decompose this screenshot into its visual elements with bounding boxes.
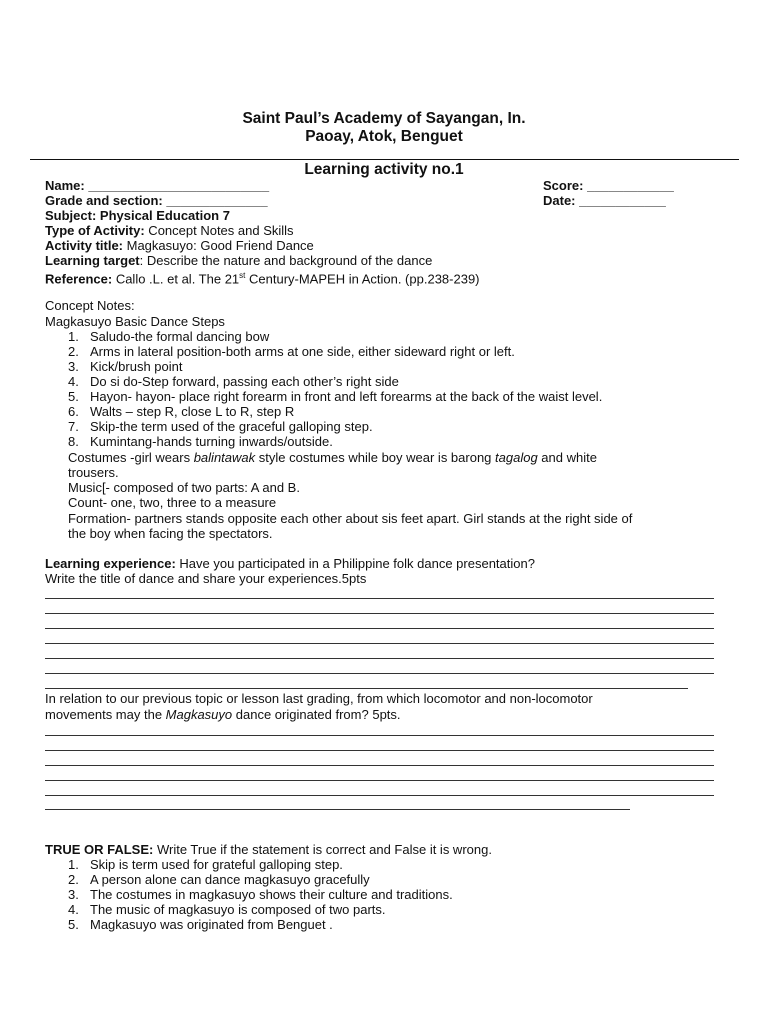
reference-line (45, 268, 480, 286)
formation-line-2: the boy when facing the spectators. (68, 526, 273, 541)
answer-line[interactable] (45, 809, 630, 810)
answer-line[interactable] (45, 673, 714, 674)
grade-field (45, 193, 268, 208)
list-item: 3. Kick/brush point (68, 359, 183, 374)
experience-instruction: Write the title of dance and share your experiences.5pts (45, 571, 367, 586)
true-false-label: TRUE OR FALSE: (45, 842, 154, 857)
activity-title: Learning activity no.1 (304, 161, 464, 178)
header-rule (30, 159, 739, 160)
music-line: Music[- composed of two parts: A and B. (68, 480, 300, 495)
target-label: Learning target (45, 253, 140, 268)
costumes-line-2: trousers. (68, 465, 119, 480)
date-blank: ____________ (579, 193, 666, 208)
name-field (45, 178, 269, 193)
subject-line (45, 208, 230, 223)
experience-question (45, 556, 535, 571)
answer-line[interactable] (45, 613, 714, 614)
concept-subheading: Magkasuyo Basic Dance Steps (45, 314, 225, 329)
reference-value-b: Century-MAPEH in Action. (pp.238-239) (245, 271, 480, 287)
target-line (45, 253, 432, 268)
grade-blank: ______________ (166, 193, 268, 208)
true-false-instruction: Write True if the statement is correct and False it is wrong. (153, 842, 492, 857)
answer-line[interactable] (45, 750, 714, 751)
reference-sup: st (239, 271, 246, 280)
answer-line[interactable] (45, 735, 714, 736)
concept-heading: Concept Notes: (45, 298, 135, 313)
target-value: : Describe the nature and background of the dance (139, 253, 433, 268)
answer-line[interactable] (45, 688, 688, 689)
title-label: Activity title: (45, 238, 124, 253)
grade-label: Grade and section: (45, 193, 163, 208)
answer-line[interactable] (45, 643, 714, 644)
costumes-line: Costumes -girl wears balintawak style costumes while boy wear is barong tagalog and white (68, 450, 597, 465)
answer-line[interactable] (45, 628, 714, 629)
list-item: 5. Magkasuyo was originated from Benguet . (68, 917, 333, 932)
true-false-heading (45, 842, 492, 857)
score-blank: ____________ (587, 178, 674, 193)
school-address: Paoay, Atok, Benguet (305, 128, 463, 145)
date-label: Date: (543, 193, 576, 208)
answer-line[interactable] (45, 780, 714, 781)
experience-label: Learning experience: (45, 556, 176, 571)
relation-question-2: movements may the Magkasuyo dance originated from? 5pts. (45, 707, 401, 722)
reference-value-a: Callo .L. et al. The 21 (112, 271, 240, 287)
list-item: 4. Do si do-Step forward, passing each other’s right side (68, 374, 399, 389)
count-line: Count- one, two, three to a measure (68, 495, 277, 510)
school-name: Saint Paul’s Academy of Sayangan, In. (242, 110, 526, 127)
name-blank: _________________________ (88, 178, 270, 193)
subject-text: Subject: Physical Education 7 (45, 208, 230, 223)
type-value: Concept Notes and Skills (144, 223, 294, 238)
title-value: Magkasuyo: Good Friend Dance (123, 238, 314, 253)
list-item: 2. A person alone can dance magkasuyo gracefully (68, 872, 370, 887)
score-field (543, 178, 674, 193)
experience-text: Have you participated in a Philippine folk dance presentation? (175, 556, 535, 571)
list-item: 1. Saludo-the formal dancing bow (68, 329, 270, 344)
list-item: 7. Skip-the term used of the graceful galloping step. (68, 419, 373, 434)
date-field (543, 193, 666, 208)
list-item: 6. Walts – step R, close L to R, step R (68, 404, 295, 419)
list-item: 2. Arms in lateral position-both arms at one side, either sideward right or left. (68, 344, 515, 359)
type-label: Type of Activity: (45, 223, 145, 238)
answer-line[interactable] (45, 765, 714, 766)
list-item: 3. The costumes in magkasuyo shows their culture and traditions. (68, 887, 453, 902)
title-line (45, 238, 314, 253)
list-item: 5. Hayon- hayon- place right forearm in front and left forearms at the back of the waist level. (68, 389, 603, 404)
formation-line: Formation- partners stands opposite each other about sis feet apart. Girl stands at the right side of (68, 511, 633, 526)
relation-question: In relation to our previous topic or lesson last grading, from which locomotor and non-locomotor (45, 691, 593, 706)
answer-line[interactable] (45, 795, 714, 796)
score-label: Score: (543, 178, 584, 193)
list-item: 1. Skip is term used for grateful galloping step. (68, 857, 343, 872)
answer-line[interactable] (45, 598, 714, 599)
name-label: Name: (45, 178, 85, 193)
answer-line[interactable] (45, 658, 714, 659)
list-item: 8. Kumintang-hands turning inwards/outside. (68, 434, 333, 449)
type-line (45, 223, 294, 238)
list-item: 4. The music of magkasuyo is composed of two parts. (68, 902, 386, 917)
reference-label: Reference: (45, 271, 113, 287)
